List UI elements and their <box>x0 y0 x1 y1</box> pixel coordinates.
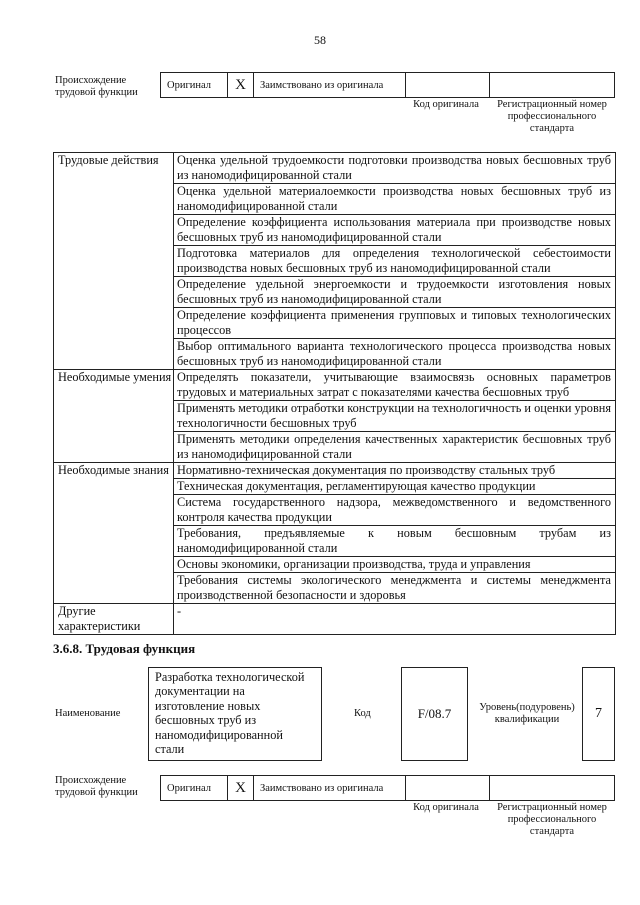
row-item: Определение удельной энергоемкости и трудоемкости изготовления новых бесшовных труб из наномодифицированной стали <box>174 277 616 308</box>
row-item: Техническая документация, регламентирующая качество продукции <box>174 479 616 495</box>
row-category: Другие характеристики <box>54 604 174 635</box>
row-item: Выбор оптимального варианта технологического процесса производства новых бесшовных труб из наномодифицированной стали <box>174 339 616 370</box>
row-item: Определение коэффициента использования материала при производстве новых бесшовных труб из наномодифицированной стали <box>174 215 616 246</box>
origin-original-cell: Оригинал <box>161 73 228 97</box>
row-item: Система государственного надзора, межведомственного и ведомственного контроля качества продукции <box>174 495 616 526</box>
code-label: Код <box>354 708 371 719</box>
table-row <box>54 370 616 401</box>
row-item: Оценка удельной материалоемкости производства новых бесшовных труб из наномодифицированной стали <box>174 184 616 215</box>
row-item: Подготовка материалов для определения технологической себестоимости производства новых бесшовных труб из наномодифицированной стали <box>174 246 616 277</box>
row-item: Применять методики отработки конструкции на технологичность и оценки уровня технологичности бесшовных труб <box>174 401 616 432</box>
row-item: Требования, предъявляемые к новым бесшовным трубам из наномодифицированной стали <box>174 526 616 557</box>
origin-label-bottom: Происхождение трудовой функции <box>55 775 138 798</box>
function-name-box: Разработка технологической документации на изготовление новых бесшовных труб из наномодифицированной стали <box>148 667 322 761</box>
table-row <box>54 153 616 184</box>
row-item: Оценка удельной трудоемкости подготовки производства новых бесшовных труб из наномодифицированной стали <box>174 153 616 184</box>
origin-table-bottom <box>160 775 615 801</box>
caption-registration-number: Регистрационный номер профессионального стандарта <box>497 99 607 134</box>
level-label: Уровень(подуровень) квалификации <box>479 702 575 725</box>
origin-reg-cell-bottom <box>490 776 614 800</box>
row-item: Определение коэффициента применения групповых и типовых технологических процессов <box>174 308 616 339</box>
row-item: Основы экономики, организации производства, труда и управления <box>174 557 616 573</box>
row-item: - <box>174 604 616 635</box>
origin-code-cell <box>406 73 490 97</box>
row-item: Определять показатели, учитывающие взаимосвязь основных параметров трудовых и материальных затрат с показателями качества бесшовных труб <box>174 370 616 401</box>
caption-code-original: Код оригинала <box>413 99 479 110</box>
origin-borrowed-cell-bottom: Заимствовано из оригинала <box>254 776 406 800</box>
origin-table <box>160 72 615 98</box>
row-category: Необходимые умения <box>54 370 174 463</box>
origin-reg-cell <box>490 73 614 97</box>
origin-code-cell-bottom <box>406 776 490 800</box>
row-item: Нормативно-техническая документация по производству стальных труб <box>174 463 616 479</box>
row-category: Необходимые знания <box>54 463 174 604</box>
row-category: Трудовые действия <box>54 153 174 370</box>
section-title: 3.6.8. Трудовая функция <box>53 641 196 656</box>
table-row <box>54 463 616 479</box>
name-label: Наименование <box>55 708 121 719</box>
origin-borrowed-cell: Заимствовано из оригинала <box>254 73 406 97</box>
origin-mark: X <box>228 73 254 97</box>
row-item: Требования системы экологического менеджмента и системы менеджмента производственной безопасности и здоровья <box>174 573 616 604</box>
page-number: 58 <box>314 33 326 47</box>
origin-label: Происхождение трудовой функции <box>55 75 138 98</box>
row-item: Применять методики определения качественных характеристик бесшовных труб из наномодифицированной стали <box>174 432 616 463</box>
function-code-box: F/08.7 <box>401 667 468 761</box>
origin-original-cell-bottom: Оригинал <box>161 776 228 800</box>
origin-mark-bottom: X <box>228 776 254 800</box>
caption-code-original-bottom: Код оригинала <box>413 802 479 813</box>
table-row <box>54 604 616 635</box>
caption-registration-number-bottom: Регистрационный номер профессионального стандарта <box>497 802 607 837</box>
level-box: 7 <box>582 667 615 761</box>
labor-function-table <box>53 152 616 635</box>
